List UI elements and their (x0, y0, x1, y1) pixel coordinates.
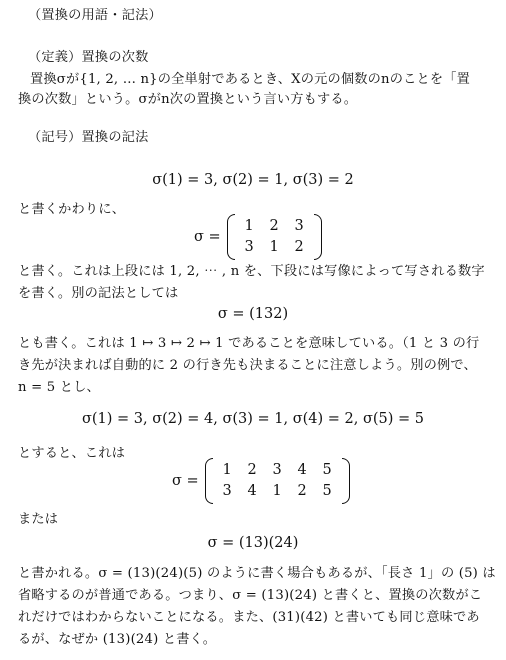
permutation-matrix (227, 214, 322, 260)
paragraph-line: を書く。別の記法としては (18, 286, 179, 301)
definition-heading: （定義）置換の次数 (28, 50, 149, 65)
section-heading: （置換の用語・記法） (28, 8, 162, 23)
paragraph-line: とすると、これは (18, 446, 126, 461)
equation: σ(1) = 3, σ(2) = 4, σ(3) = 1, σ(4) = 2, σ(5) = 5 (81, 411, 425, 427)
paragraph-line: き先が決まれば自動的に 2 の行き先も決まることに注意しよう。別の例で、 (18, 358, 477, 373)
matrix-cell: 4 (297, 462, 307, 478)
matrix-cell: 2 (297, 483, 307, 499)
paragraph-line: れだけではわからないことになる。また、(31)(42) と書いても同じ意味であ (18, 610, 480, 625)
matrix-lhs: σ = (194, 229, 221, 245)
permutation-matrix (205, 458, 350, 504)
matrix-cell: 1 (244, 218, 254, 234)
matrix-cell: 3 (294, 218, 304, 234)
matrix-cell: 5 (322, 483, 332, 499)
matrix-equation-1 (194, 214, 322, 260)
matrix-lhs: σ = (172, 473, 199, 489)
notation-heading: （記号）置換の記法 (28, 130, 149, 145)
matrix-cell: 1 (272, 483, 282, 499)
matrix-cell: 3 (222, 483, 232, 499)
matrix-cell: 1 (222, 462, 232, 478)
equation: σ = (132) (217, 306, 289, 322)
paragraph-line: と書かれる。σ = (13)(24)(5) のように書く場合もあるが、「長さ 1」の (5) は (18, 566, 496, 581)
matrix-cell: 4 (247, 483, 257, 499)
paragraph-line: と書く。これは上段には 1, 2, ⋯ , n を、下段には写像によって写される数字 (18, 264, 485, 279)
equation: σ(1) = 3, σ(2) = 1, σ(3) = 2 (152, 172, 354, 188)
matrix-cell: 1 (269, 239, 279, 255)
matrix-equation-2 (172, 458, 350, 504)
matrix-cell: 3 (244, 239, 254, 255)
paragraph-line: とも書く。これは 1 ↦ 3 ↦ 2 ↦ 1 であることを意味している。（1 と 3 の行 (18, 336, 480, 351)
matrix-top-row (215, 460, 340, 481)
equation: σ = (13)(24) (207, 535, 299, 551)
matrix-bottom-row (237, 237, 312, 258)
matrix-cell: 2 (247, 462, 257, 478)
matrix-bottom-row (215, 481, 340, 502)
matrix-cell: 2 (294, 239, 304, 255)
matrix-cell: 2 (269, 218, 279, 234)
paragraph-line: 換の次数」という。σがn次の置換という言い方もする。 (18, 92, 358, 107)
paragraph-line: n = 5 とし、 (18, 380, 100, 395)
matrix-cell: 5 (322, 462, 332, 478)
matrix-cell: 3 (272, 462, 282, 478)
paragraph-line: るが、なぜか (13)(24) と書く。 (18, 632, 217, 647)
paragraph-line: または (18, 512, 59, 527)
matrix-top-row (237, 216, 312, 237)
paragraph-line: 省略するのが普通である。つまり、σ = (13)(24) と書くと、置換の次数がこ (18, 588, 483, 603)
paragraph-line: と書くかわりに、 (18, 202, 126, 217)
paragraph-line: 置換σが{1, 2, … n}の全単射であるとき、Xの元の個数のnのことを「置 (30, 72, 471, 87)
